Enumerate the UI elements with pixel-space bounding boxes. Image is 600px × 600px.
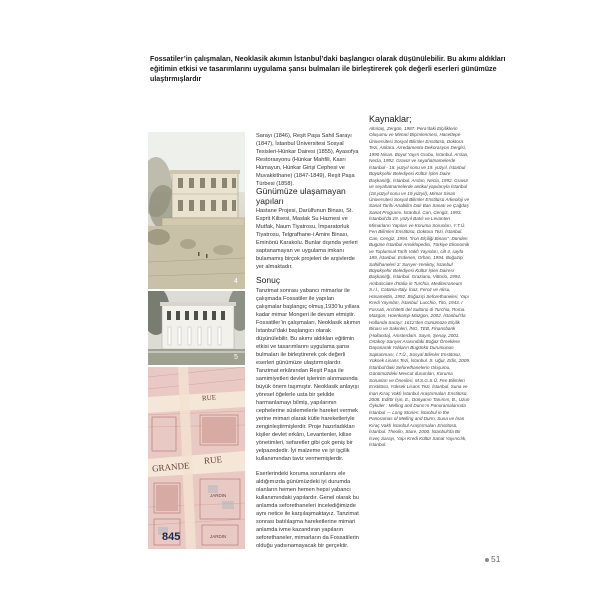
figure-number-5: 5 bbox=[234, 354, 238, 361]
page-number bbox=[485, 554, 500, 564]
intro-text: Sarayı (1846), Reşit Paşa Sahil Sarayı (1847), İstanbul Üniversitesi Sosyal Tesisleri-Hünkar Dairesi (1855), Ayasofya Restorasyonu (Hünkar Mahfili, Kasrı Hümayun, Hünkar Girişi Cephesi ve Muvakkithane) (1847-1849), Reşit Paşa Türbesi (1858). bbox=[256, 133, 359, 187]
figure-number-4: 4 bbox=[234, 278, 238, 285]
map-parcel-number: 845 bbox=[162, 531, 181, 543]
bullet-icon bbox=[485, 558, 489, 562]
references-list: Altıntaş, Zergün, 1987. Pera’daki Elçiliklerin Oluşumu ve Mimari Biçimlenmesi, Hacettepe Üniversitesi Sosyal Bilimler Enstitüsü, Doktora Tezi, Ankara. Arredamento-Dekorasyon Dergisi, 1990 Nisan. Boyut Yayın Grubu, İstanbul. Arslan, Necla, 1992. Gravür ve seyahatnamelerde İstanbul - 18. yüzyıl sonu ve 19. yüzyıl, İstanbul Büyükşehir Belediyesi Kültür İşleri Daire Başkanlığı, İstanbul. Arslan, Necla, 1992. Gravür ve seyahatnamelerde antikal yapılarıyla İstanbul (18.yüzyıl sonu ve 19.yüzyıl), Mimar Sinan Üniversitesi Sosyal Bilimler Enstitüsü Arkeoloji ve Sanat Tarihi Anabilim Dalı Batı Sanatı ve Çağdaş Sanat Programı, İstanbul. Can, Cengiz, 1993. İstanbul’da 19. yüzyıl Batılı ve Levanten Mimarların Yapıları ve Koruma Sorunları, Y.T.Ü. Fen Bilimleri Enstitüsü, Doktora Tezi, İstanbul. Can, Cengiz, 1994. “İron Elçiliği Binası”, Dünden Bugüne İstanbul Ansiklopedisi, Türkiye Ekonomik ve Toplumsal Tarih Vakfı Yayınları, cilt 4, sayfa 189, İstanbul. Erdenen, Orhan, 1994. Boğaziçi Sahilhaneleri 3: Sarıyer-Yeniköy, İstanbul Büyükşehir Belediyesi Kültür İşleri Dairesi Başkanlığı, İstanbul. Graziano, Vittorio, 1994. Ambasciate d’Italia in Turchia, Mediterraneum S.r.l., Catania-Italy. İnaz, Feroz ve Aksu, Hüsamettin, 1992. Boğaziçi Seforethaneleri, Yapı Kredi Yayınları, İstanbul. Lucchio, Tito, 1943. I Fossati, Architetti del Sultano di Turchia, Roma. Mazgon, Hoenkamp-Mazgon, 2002. İstanbul’da Hollanda Sarayı: 1612’den Günümüze Elçilik Binası ve Sakinleri, İNG, TEB, Finansbank (Hollanda), Amsterdam. Sayın, Şenay, 2001. Ortaköy-Sarıyer Arasındaki Boğaz Örneklere Dayanarak Yalıların Bugünkü Durumunun Saptanması, İ.T.Ü., Sosyal Bilimler Enstitüsü, Yüksek Lisans Tezi, İstanbul. S. Uğur, Edis, 2009. İstanbul’daki Seforethanelerin Oluşumu, Günümüzdeki Mevcut durumları, Koruma Sorunları ve Önerileri, M.S.G.S.Ü. Fen Bilimleri Enstitüsü, Yüksek Lisans Tezi, İstanbul. Suna ve İnan Kıraç Vakfı İstanbul Araştırmaları Enstitüsü, 2008. Editör İşın, E., Dünyanın Tanımın, B., Uzun Öyküler : Melling and Dunn’ın Panoramalarında İstanbul — Long Stories: İstanbul in the Panoramas of Melling and Dunn, Suna ve İnan Kıraç Vakfı İstanbul Araştırmaları Enstitüsü, İstanbul. Theolin, Sture, 2000. İstanbul’da Bir İsveç Sarayı, Yapı Kredi Kültür Sanat Yayıncılık, İstanbul. bbox=[369, 126, 471, 448]
page-number-text: 51 bbox=[491, 554, 501, 564]
section-unbuilt bbox=[256, 187, 361, 271]
map-label-jardin: JARDIN bbox=[210, 534, 227, 539]
references-heading: Kaynaklar; bbox=[369, 114, 412, 124]
facade-photo bbox=[148, 291, 245, 365]
section-heading: Sonuç bbox=[256, 275, 281, 285]
references-column bbox=[369, 114, 472, 449]
engraving-image bbox=[148, 132, 245, 289]
map-label-jardin: JARDIN bbox=[210, 493, 227, 498]
section-conclusion bbox=[256, 276, 361, 550]
header-caption: Fossatiler’in çalışmaları, Neoklasik akımın İstanbul’daki başlangıcı olarak düşünülebilir. Bu akımı aldıkları eğitimin etkisi ve tasarımlarını uygulama şansı bulmaları ile birleştirerek çok değerli eserleri günümüze ulaştırmışlardır bbox=[150, 55, 506, 83]
map-street-label: RUE bbox=[203, 454, 223, 466]
section-heading: Günümüze ulaşamayan yapıları bbox=[256, 186, 346, 206]
section-body: Hastane Projesi, Darülfunun Binası, St. Esprit Kilisesi, Maslak Su Haznesi ve Mutfak, Naum Tiyatrosu, İmparatorluk Tiyatrosu, Telgrafhane-i Amire Binası, Eminönü Karakolu. Bunlar dışında yerleri saptanamayan ve uygulama imkanı bulamamış birçok projeleri de arşivlerde yer almaktadır. bbox=[256, 208, 358, 270]
section-body: Eserlerindeki koruma sorunlarını ele aldığımızda günümüzdeki iyi durumda olanların hemen hemen hepsi yabancı kullanımındaki yapılardır. Genel olarak bu anlamda seforethaneleri incelediğimizde aynı netice ile karşılaşmaktayız. Tanzimat sonrası batılılaşma hareketlerine mimari anlamda ivme kazandıran yapıların seforethaneler, mimarların da Fossatilerin olduğu yadsınamayacak bir gerçektir. bbox=[256, 470, 359, 549]
map-street-label: RUE bbox=[201, 393, 217, 403]
intro-paragraph bbox=[256, 132, 361, 188]
cadastral-map bbox=[148, 367, 245, 549]
section-body: Tanzimat sonrası yabancı mimarlar ile çalışmada Fossatiler ile yapılan çalışmalar başlangıç olmuş,1930’lu yıllara kadar mimar Mongeri ile devam etmiştir. Fossatiler’in çalışmaları, Neoklasik akımın İstanbul’daki başlangıcı olarak düşünülebilir. Bu akımı aldıkları eğitimin etkisi ve tasarımlarını uygulama şansı bulmaları ile birleştirerek çok değerli eserleri günümüze ulaştırmışlardır. Tanzimat erkânından Reşit Paşa ile samimiyetleri devlet işlerinin alınmasında büyük önem taşımıştır. Neoklasik anlayışı yöresel öğelerle usta bir şekilde harmanlamayı bilmiş, yapılarının cephelerine süslemelerle hareket vermek yerine mimari olarak kütle hareketleriyle zenginleştirmişlerdir. Proje hazırladıkları kişiler devlet erkânı, Levantenler, kilise yönetimleri, sefaretler gibi çok geniş bir yelpazededir. İyi malzeme ve iyi işçilik kullanımından taviz vermemişlerdir. bbox=[256, 287, 361, 462]
map-street-label: GRANDE bbox=[151, 460, 190, 474]
